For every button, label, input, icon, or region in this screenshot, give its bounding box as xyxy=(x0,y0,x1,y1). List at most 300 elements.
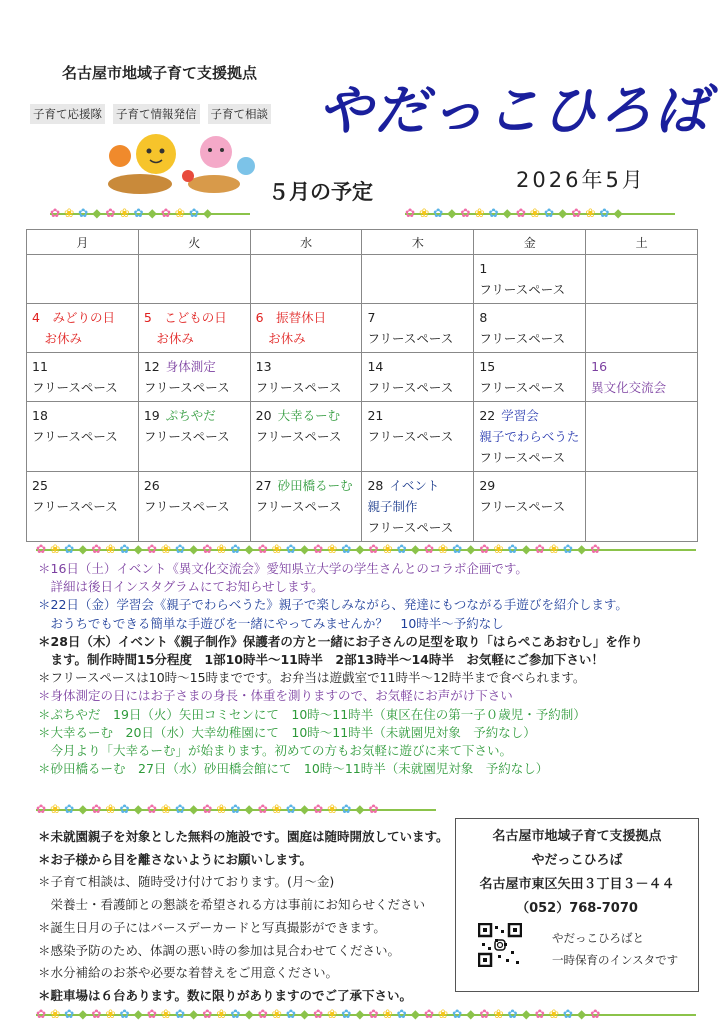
day-text: 25 xyxy=(32,478,48,493)
day-event xyxy=(144,328,245,349)
event-note-line: ＊22日（金）学習会《親子でわらべうた》親子で楽しみながら、発達にもつながる手遊びを紹介します。 xyxy=(38,597,628,613)
flower-icon: ◆ xyxy=(613,206,623,220)
flower-icon: ◆ xyxy=(189,1007,199,1021)
flower-icon: ✿ xyxy=(91,1007,102,1021)
flower-icon: ✿ xyxy=(488,206,499,220)
event-note-line: おうちでもできる簡単な手遊びを一緒にやってみませんか？ 10時半～予約なし xyxy=(38,615,504,631)
day-event-label: イベント xyxy=(389,478,440,493)
flower-icon: ❀ xyxy=(327,1007,338,1021)
flower-icon: ✿ xyxy=(64,542,75,556)
flower-icon: ✿ xyxy=(341,1007,352,1021)
day-text: 27 xyxy=(255,478,272,493)
day-text: 19 xyxy=(143,408,160,423)
day-event xyxy=(479,496,580,517)
flower-icon: ✿ xyxy=(36,802,47,816)
event-note-line: ＊ぷちやだ 19日（火）矢田コミセンにて 10時～11時半（東区在住の第一子０歳児・予約制） xyxy=(38,706,586,722)
flower-icon: ✿ xyxy=(64,802,75,816)
day-text: お休み xyxy=(255,331,306,346)
day-event xyxy=(367,328,468,349)
flower-icon: ◆ xyxy=(299,542,310,556)
day-number xyxy=(256,475,357,496)
day-text: フリースペース xyxy=(479,282,566,297)
calendar-day-cell xyxy=(27,304,139,353)
day-text: 16 xyxy=(591,359,608,374)
flower-icon: ✿ xyxy=(368,542,379,556)
flower-icon: ◆ xyxy=(447,206,457,220)
flower-icon: ✿ xyxy=(515,206,526,220)
day-text: フリースペース xyxy=(367,380,454,395)
calendar-day-cell xyxy=(586,304,698,353)
day-text: フリースペース xyxy=(255,380,342,395)
garland-stem xyxy=(405,213,675,215)
instagram-note xyxy=(552,927,678,971)
day-event xyxy=(479,447,580,468)
flower-icon: ◆ xyxy=(147,206,157,220)
flower-icon: ✿ xyxy=(313,542,324,556)
facility-info xyxy=(38,826,449,1008)
day-text: フリースペース xyxy=(143,380,230,395)
event-note-line: ＊28日（木）イベント《親子制作》保護者の方と一緒にお子さんの足型を取り「はらぺこあおむし」を作り xyxy=(38,633,643,649)
flower-icon: ❀ xyxy=(529,206,540,220)
flower-icon: ✿ xyxy=(257,802,268,816)
flower-icon: ❀ xyxy=(327,802,338,816)
flower-icon: ✿ xyxy=(479,1007,490,1021)
flower-icon: ✿ xyxy=(452,542,463,556)
logo-title: やだっこひろば xyxy=(318,79,710,142)
flower-icon: ✿ xyxy=(452,1007,463,1021)
facility-info-line: ＊水分補給のお茶や必要な着替えをご用意ください。 xyxy=(38,965,339,981)
flower-icon: ❀ xyxy=(548,1007,559,1021)
flower-icon: ✿ xyxy=(91,802,102,816)
instagram-qr-code[interactable] xyxy=(478,923,522,967)
flower-icon: ◆ xyxy=(78,542,88,556)
flower-icon: ◆ xyxy=(299,802,310,816)
day-text: 28 xyxy=(367,478,384,493)
day-event-label: ぷちやだ xyxy=(165,408,216,423)
flower-icon: ❀ xyxy=(474,206,485,220)
flower-icon: ❀ xyxy=(50,1007,61,1021)
day-text: 29 xyxy=(479,478,496,493)
day-event xyxy=(32,377,133,398)
day-text: 親子でわらべうた xyxy=(479,429,580,444)
tag-info: 子育て情報発信 xyxy=(113,104,200,124)
flower-icon: ✿ xyxy=(257,1007,268,1021)
day-text: フリースペース xyxy=(479,331,566,346)
day-text: 異文化交流会 xyxy=(591,380,667,395)
flower-icon: ❀ xyxy=(271,802,282,816)
flower-icon: ✿ xyxy=(543,206,555,220)
flower-garland-lower xyxy=(36,801,436,817)
event-note-line: ＊身体測定の日にはお子さまの身長・体重を測りますので、お気軽にお声がけ下さい xyxy=(38,688,513,704)
flower-icon: ✿ xyxy=(534,1007,545,1021)
event-note-line: ＊大幸るーむ 20日（水）大幸幼稚園にて 10時～11時半（未就園児対象 予約なし） xyxy=(38,724,536,740)
flower-icon: ✿ xyxy=(479,542,490,556)
event-note-line: ＊16日（土）イベント《異文化交流会》愛知県立大学の学生さんとのコラボ企画です。 xyxy=(38,561,528,576)
flower-icon: ✿ xyxy=(174,542,186,556)
flower-icon: ✿ xyxy=(36,1007,47,1021)
day-number xyxy=(367,307,468,328)
day-text: フリースペース xyxy=(32,499,118,514)
calendar-week-row xyxy=(27,353,698,402)
flower-icon: ❀ xyxy=(493,1007,504,1021)
contact-address: 名古屋市東区矢田３丁目３－４４ xyxy=(479,877,675,892)
day-number xyxy=(144,307,245,328)
flower-icon: ❀ xyxy=(438,1007,449,1021)
event-note-line: ＊砂田橋るーむ 27日（水）砂田橋会館にて 10時～11時半（未就園児対象 予約なし） xyxy=(38,761,549,777)
flower-icon: ✿ xyxy=(174,802,186,816)
flower-icon: ✿ xyxy=(91,542,102,556)
weekday-wed: 水 xyxy=(250,230,362,255)
day-event xyxy=(591,377,692,398)
flower-icon: ❀ xyxy=(174,206,185,220)
weekday-fri: 金 xyxy=(474,230,586,255)
flower-icon: ✿ xyxy=(105,206,116,220)
flower-icon: ✿ xyxy=(313,1007,324,1021)
day-text: フリースペース xyxy=(367,331,454,346)
event-note-line: ＊フリースペースは10時～15時までです。お弁当は遊戯室で11時半～12時半まで食べられます。 xyxy=(38,670,586,686)
day-event xyxy=(32,328,133,349)
day-text: フリースペース xyxy=(255,499,342,514)
flower-icon: ◆ xyxy=(189,802,199,816)
day-number xyxy=(256,307,357,328)
calendar-day-cell xyxy=(362,402,474,472)
day-number xyxy=(367,475,468,496)
flower-icon: ◆ xyxy=(466,1007,476,1021)
flower-icon: ◆ xyxy=(558,206,568,220)
flower-icon: ✿ xyxy=(119,802,130,816)
day-event xyxy=(367,517,468,538)
flower-icon: ◆ xyxy=(92,206,102,220)
calendar-day-cell xyxy=(27,472,139,542)
day-event-label: 大幸るーむ xyxy=(277,408,341,423)
calendar-week-row xyxy=(27,304,698,353)
flower-icon: ✿ xyxy=(36,542,47,556)
flower-icon: ❀ xyxy=(216,802,227,816)
day-text: 6 振替休日 xyxy=(255,310,327,325)
flower-icon: ✿ xyxy=(230,542,241,556)
flower-icon: ◆ xyxy=(244,802,254,816)
flower-icon: ❀ xyxy=(64,206,75,220)
flower-icon: ◆ xyxy=(521,542,531,556)
flower-icon: ◆ xyxy=(355,802,365,816)
flower-icon: ✿ xyxy=(534,542,545,556)
flower-icon: ✿ xyxy=(396,542,407,556)
day-event xyxy=(479,377,580,398)
day-event-label: 学習会 xyxy=(501,408,539,423)
tag-support: 子育て応援隊 xyxy=(30,104,105,124)
event-notes xyxy=(38,560,698,778)
flower-icon: ✿ xyxy=(78,206,89,220)
flower-icon: ◆ xyxy=(521,1007,531,1021)
flower-icon: ✿ xyxy=(368,802,379,816)
calendar-day-cell xyxy=(27,402,139,472)
day-number xyxy=(32,307,133,328)
day-number xyxy=(144,405,245,426)
flower-icon: ✿ xyxy=(313,802,324,816)
day-event xyxy=(479,279,580,300)
day-number xyxy=(256,356,357,377)
flower-icon: ✿ xyxy=(599,206,610,220)
flower-garland-bottom xyxy=(36,1006,696,1022)
flower-icon: ◆ xyxy=(576,542,587,556)
day-text: フリースペース xyxy=(143,499,230,514)
flower-icon: ✿ xyxy=(257,542,268,556)
day-event xyxy=(479,328,580,349)
event-note-line: ます。制作時間15分程度 1部10時半～11時半 2部13時半～14時半 お気軽にご参加下さい！ xyxy=(38,652,604,668)
calendar-day-cell xyxy=(27,353,139,402)
flower-icon: ✿ xyxy=(64,1007,75,1021)
day-event xyxy=(479,426,580,447)
flower-icon: ✿ xyxy=(405,206,416,220)
flower-icon: ✿ xyxy=(285,542,296,556)
flower-icon: ❀ xyxy=(216,1007,227,1021)
flower-icon: ✿ xyxy=(202,542,213,556)
flower-icon: ◆ xyxy=(203,206,213,220)
org-title: 名古屋市地域子育て支援拠点 xyxy=(62,64,258,82)
day-event xyxy=(144,377,245,398)
calendar-week-row xyxy=(27,255,698,304)
calendar-day-cell xyxy=(250,353,362,402)
day-number xyxy=(479,258,580,279)
day-text: フリースペース xyxy=(32,429,118,444)
instagram-note-line-2: 一時保育のインスタです xyxy=(552,953,679,967)
flower-icon: ❀ xyxy=(327,542,338,556)
calendar-day-cell xyxy=(138,472,250,542)
calendar-week-row xyxy=(27,472,698,542)
flower-icon: ◆ xyxy=(244,1007,254,1021)
facility-info-line: ＊感染予防のため、体調の悪い時の参加は見合わせてください。 xyxy=(38,942,401,958)
flower-icon: ✿ xyxy=(160,206,171,220)
service-tags xyxy=(30,104,271,124)
day-event xyxy=(367,377,468,398)
day-number xyxy=(256,405,357,426)
calendar-day-cell xyxy=(250,472,362,542)
flower-icon: ✿ xyxy=(507,542,518,556)
calendar-day-cell xyxy=(27,255,139,304)
day-number xyxy=(32,405,133,426)
flower-icon: ✿ xyxy=(119,1007,130,1021)
flower-icon: ◆ xyxy=(299,1007,310,1021)
flower-icon: ✿ xyxy=(590,542,601,556)
day-text: フリースペース xyxy=(143,429,230,444)
flower-icon: ✿ xyxy=(433,206,444,220)
day-number xyxy=(479,475,580,496)
flower-icon: ❀ xyxy=(160,1007,171,1021)
calendar-day-cell xyxy=(474,353,586,402)
day-event-label: 身体測定 xyxy=(165,359,216,374)
calendar-day-cell xyxy=(250,255,362,304)
calendar-day-cell xyxy=(362,255,474,304)
day-number xyxy=(479,405,580,426)
facility-info-line: ＊未就園親子を対象とした無料の施設です。園庭は随時開放しています。 xyxy=(38,829,449,844)
flower-icon: ✿ xyxy=(119,542,130,556)
calendar-day-cell xyxy=(474,255,586,304)
day-event xyxy=(32,426,133,447)
tag-consult: 子育て相談 xyxy=(208,104,272,124)
flower-icon: ✿ xyxy=(146,1007,157,1021)
day-text: フリースペース xyxy=(32,380,118,395)
calendar-day-cell xyxy=(362,353,474,402)
contact-box xyxy=(455,818,699,992)
calendar-day-cell xyxy=(474,402,586,472)
day-text: 21 xyxy=(367,408,384,423)
flower-icon: ✿ xyxy=(590,1007,601,1021)
flower-icon: ✿ xyxy=(562,542,573,556)
day-number xyxy=(479,307,580,328)
event-note-line: 詳細は後日インスタグラムにてお知らせします。 xyxy=(38,579,324,595)
flower-icon: ◆ xyxy=(410,542,420,556)
calendar-day-cell xyxy=(138,304,250,353)
calendar-table xyxy=(26,229,698,542)
day-text: フリースペース xyxy=(479,499,566,514)
weekday-thu: 木 xyxy=(362,230,474,255)
event-note-line: 今月より「大幸るーむ」が始まります。初めての方もお気軽に遊びに来て下さい。 xyxy=(38,743,513,759)
day-number xyxy=(367,356,468,377)
day-text: 26 xyxy=(143,478,160,493)
flower-icon: ❀ xyxy=(271,542,282,556)
flower-icon: ✿ xyxy=(368,1007,379,1021)
day-text: 7 xyxy=(367,310,376,325)
contact-name: やだっこひろば xyxy=(531,853,623,868)
flower-icon: ✿ xyxy=(202,1007,213,1021)
weekday-sat: 土 xyxy=(586,230,698,255)
flower-icon: ◆ xyxy=(466,542,476,556)
flower-icon: ❀ xyxy=(50,542,61,556)
flower-icon: ✿ xyxy=(423,542,435,556)
flower-icon: ✿ xyxy=(230,1007,241,1021)
flower-icon: ✿ xyxy=(285,1007,296,1021)
day-text: 11 xyxy=(32,359,48,374)
facility-info-line: ＊誕生日月の子にはバースデーカードと写真撮影ができます。 xyxy=(38,919,386,935)
day-event xyxy=(32,496,133,517)
contact-phone: （052）768-7070 xyxy=(516,901,638,916)
month-heading: 2026年5月 xyxy=(516,168,646,192)
flower-icon: ❀ xyxy=(585,206,596,220)
day-text: フリースペース xyxy=(255,429,342,444)
facility-info-line: ＊お子様から目を離さないようにお願いします。 xyxy=(38,851,313,867)
flower-icon: ◆ xyxy=(78,802,88,816)
calendar-day-cell xyxy=(362,304,474,353)
day-text: 4 みどりの日 xyxy=(32,310,115,325)
flower-icon: ❀ xyxy=(50,802,61,816)
calendar-day-cell xyxy=(586,255,698,304)
day-number xyxy=(144,475,245,496)
day-text: 12 xyxy=(143,359,160,374)
day-event xyxy=(144,496,245,517)
flower-icon: ◆ xyxy=(244,542,254,556)
flower-icon: ❀ xyxy=(419,206,430,220)
day-text: お休み xyxy=(32,331,83,346)
day-text: 1 xyxy=(479,261,488,276)
day-text: フリースペース xyxy=(479,380,566,395)
weekday-row xyxy=(27,230,698,255)
day-text: 5 こどもの日 xyxy=(143,310,227,325)
flower-icon: ✿ xyxy=(146,802,157,816)
day-number xyxy=(32,475,133,496)
calendar-day-cell xyxy=(138,402,250,472)
day-text: 親子制作 xyxy=(367,499,418,514)
flower-icon: ❀ xyxy=(216,542,227,556)
flower-icon: ◆ xyxy=(133,542,143,556)
flower-icon: ❀ xyxy=(548,542,559,556)
day-text: フリースペース xyxy=(367,520,454,535)
calendar-day-cell xyxy=(138,255,250,304)
flower-icon: ◆ xyxy=(410,1007,420,1021)
weekday-mon: 月 xyxy=(27,230,139,255)
day-text: フリースペース xyxy=(367,429,454,444)
calendar-day-cell xyxy=(250,402,362,472)
day-number xyxy=(144,356,245,377)
flower-garland-top xyxy=(50,205,250,221)
flower-icon: ❀ xyxy=(160,542,171,556)
facility-info-line: ＊子育て相談は、随時受け付けております。(月～金) xyxy=(38,874,335,890)
day-text: 14 xyxy=(367,359,384,374)
flower-icon: ❀ xyxy=(438,542,449,556)
day-number xyxy=(32,356,133,377)
flower-icon: ✿ xyxy=(423,1007,435,1021)
instagram-note-line-1: やだっこひろばと xyxy=(552,931,644,945)
calendar-day-cell xyxy=(586,353,698,402)
flower-icon: ◆ xyxy=(78,1007,88,1021)
calendar-day-cell xyxy=(250,304,362,353)
flower-icon: ✿ xyxy=(341,802,352,816)
day-event-label: 砂田橋るーむ xyxy=(277,478,353,493)
facility-info-line: ＊駐車場は６台あります。数に限りがありますのでご了承下さい。 xyxy=(38,987,413,1003)
day-text: 22 xyxy=(479,408,496,423)
flower-icon: ✿ xyxy=(230,802,241,816)
flower-icon: ❀ xyxy=(105,802,116,816)
schedule-title: ５月の予定 xyxy=(268,180,373,204)
flower-garland-middle xyxy=(36,541,696,557)
flower-icon: ◆ xyxy=(355,1007,365,1021)
flower-icon: ❀ xyxy=(105,542,116,556)
facility-info-line: 栄養士・看護師との懇談を希望される方は事前にお知らせください xyxy=(38,897,426,913)
flower-icon: ✿ xyxy=(341,542,352,556)
flower-icon: ✿ xyxy=(188,206,200,220)
day-event xyxy=(256,426,357,447)
flower-icon: ❀ xyxy=(160,802,171,816)
day-event xyxy=(256,496,357,517)
day-text: 18 xyxy=(32,408,48,423)
day-number xyxy=(479,356,580,377)
weekday-tue: 火 xyxy=(138,230,250,255)
flower-icon: ❀ xyxy=(105,1007,116,1021)
flower-icon: ◆ xyxy=(133,1007,143,1021)
day-text: 15 xyxy=(479,359,496,374)
flower-garland-top-right xyxy=(405,205,675,221)
flower-icon: ◆ xyxy=(502,206,512,220)
flower-icon: ✿ xyxy=(571,206,582,220)
flower-icon: ◆ xyxy=(355,542,365,556)
calendar-day-cell xyxy=(474,472,586,542)
day-text: 8 xyxy=(479,310,488,325)
flower-icon: ❀ xyxy=(271,1007,282,1021)
day-text: 20 xyxy=(255,408,272,423)
day-text: お休み xyxy=(143,331,194,346)
day-event xyxy=(367,496,468,517)
flower-icon: ✿ xyxy=(396,1007,407,1021)
calendar-day-cell xyxy=(586,472,698,542)
flower-icon: ❀ xyxy=(493,542,504,556)
flower-icon: ◆ xyxy=(189,542,199,556)
day-number xyxy=(367,405,468,426)
flower-icon: ✿ xyxy=(174,1007,186,1021)
day-text: 13 xyxy=(255,359,272,374)
day-event xyxy=(256,377,357,398)
flower-icon: ✿ xyxy=(562,1007,573,1021)
flower-icon: ✿ xyxy=(50,206,61,220)
day-event xyxy=(144,426,245,447)
